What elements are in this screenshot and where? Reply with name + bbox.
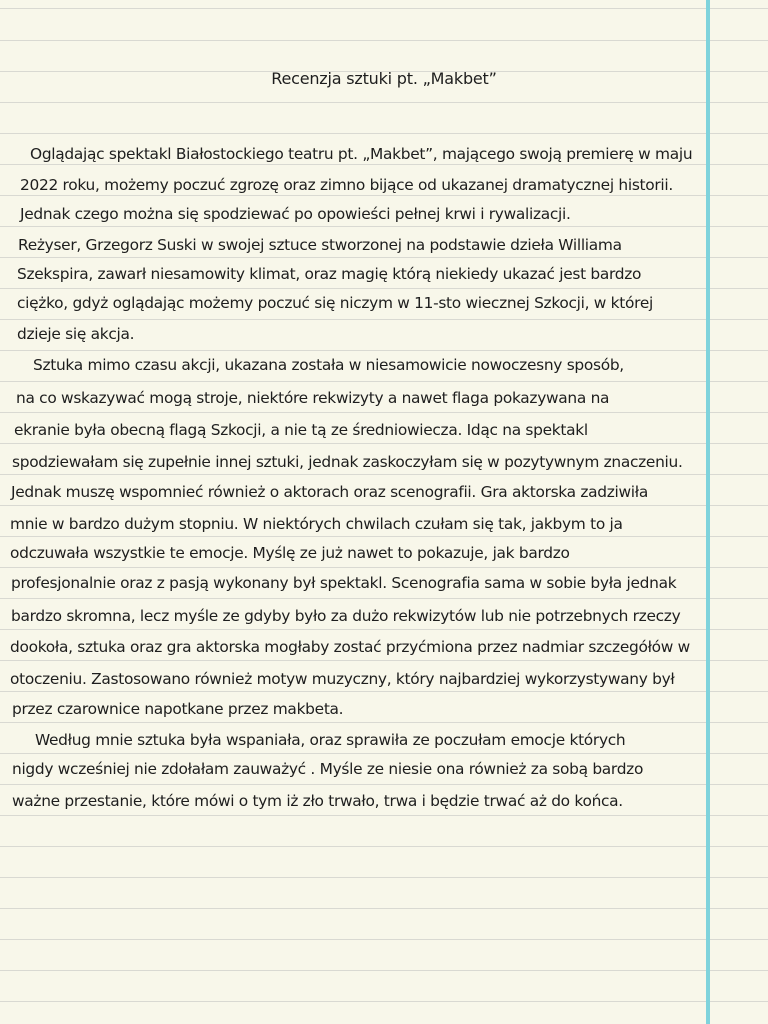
text-line: odczuwała wszystkie te emocje. Myślę ze już nawet to pokazuje, jak bardzo (10, 544, 570, 562)
text-line: nigdy wcześniej nie zdołałam zauważyć . Myśle ze niesie ona również za sobą bardzo (12, 760, 644, 778)
text-line: ekranie była obecną flagą Szkocji, a nie tą ze średniowiecza. Idąc na spektakl (14, 421, 588, 439)
text-line: Szekspira, zawarł niesamowity klimat, oraz magię którą niekiedy ukazać jest bardzo (17, 265, 642, 283)
margin-line (706, 0, 710, 1024)
text-line: 2022 roku, możemy poczuć zgrozę oraz zimno bijące od ukazanej dramatycznej historii. (20, 176, 673, 194)
text-line: dookoła, sztuka oraz gra aktorska mogłaby zostać przyćmiona przez nadmiar szczegółów w (10, 638, 690, 656)
text-line: otoczeniu. Zastosowano również motyw muzyczny, który najbardziej wykorzystywany był (10, 670, 675, 688)
text-line: bardzo skromna, lecz myśle ze gdyby było za dużo rekwizytów lub nie potrzebnych rzeczy (11, 607, 681, 625)
text-line: Jednak muszę wspomnieć również o aktorach oraz scenografii. Gra aktorska zadziwiła (11, 483, 648, 501)
document-title: Recenzja sztuki pt. „Makbet” (271, 69, 497, 88)
text-line: Jednak czego można się spodziewać po opowieści pełnej krwi i rywalizacji. (20, 205, 571, 223)
text-line: Reżyser, Grzegorz Suski w swojej sztuce stworzonej na podstawie dzieła Williama (18, 236, 622, 254)
text-line: spodziewałam się zupełnie innej sztuki, jednak zaskoczyłam się w pozytywnym znaczeniu. (12, 453, 683, 471)
text-line: Według mnie sztuka była wspaniała, oraz sprawiła ze poczułam emocje których (35, 731, 626, 749)
text-line: na co wskazywać mogą stroje, niektóre rekwizyty a nawet flaga pokazywana na (16, 389, 610, 407)
text-line: ciężko, gdyż oglądając możemy poczuć się niczym w 11-sto wiecznej Szkocji, w której (17, 294, 653, 312)
text-line: Oglądając spektakl Białostockiego teatru pt. „Makbet”, mającego swoją premierę w maju (30, 145, 693, 163)
text-line: ważne przestanie, które mówi o tym iż zło trwało, trwa i będzie trwać aż do końca. (12, 792, 623, 810)
text-line: dzieje się akcja. (17, 325, 135, 343)
text-line: Sztuka mimo czasu akcji, ukazana została w niesamowicie nowoczesny sposób, (33, 356, 624, 374)
text-line: profesjonalnie oraz z pasją wykonany był spektakl. Scenografia sama w sobie była jednak (11, 574, 677, 592)
text-line: mnie w bardzo dużym stopniu. W niektórych chwilach czułam się tak, jakbym to ja (10, 515, 623, 533)
text-line: przez czarownice napotkane przez makbeta. (12, 700, 344, 718)
